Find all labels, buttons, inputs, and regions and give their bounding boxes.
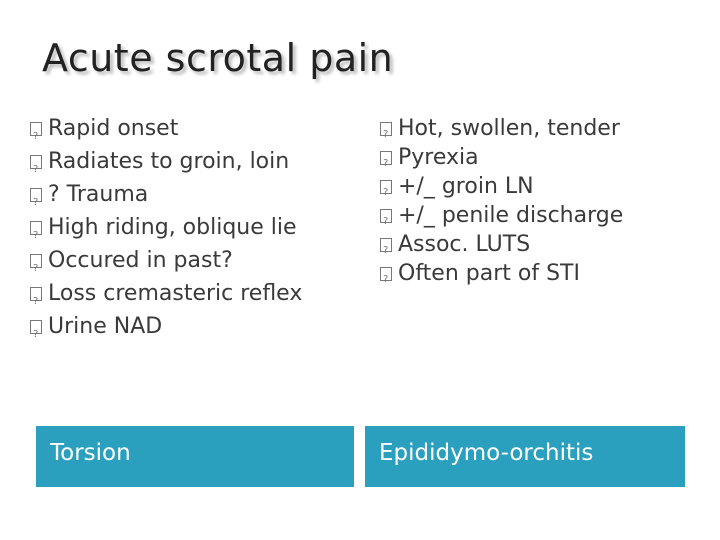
list-item-text: Loss cremasteric reflex bbox=[48, 281, 303, 306]
list-item bbox=[30, 112, 302, 145]
list-item bbox=[30, 277, 302, 310]
list-item bbox=[30, 244, 302, 277]
list-item bbox=[30, 310, 302, 343]
list-item bbox=[380, 143, 623, 172]
bullet-box-icon bbox=[30, 188, 42, 202]
bullet-box-icon bbox=[380, 151, 392, 165]
list-item-text: Occured in past? bbox=[48, 248, 233, 273]
list-item-text: +/_ groin LN bbox=[398, 174, 534, 199]
bullet-box-icon bbox=[30, 254, 42, 268]
list-item-text: Often part of STI bbox=[398, 261, 580, 286]
list-item bbox=[30, 211, 302, 244]
list-item-text: Pyrexia bbox=[398, 145, 479, 170]
list-item bbox=[380, 172, 623, 201]
bullet-box-icon bbox=[30, 287, 42, 301]
list-item bbox=[30, 178, 302, 211]
list-item bbox=[380, 230, 623, 259]
list-item bbox=[380, 259, 623, 288]
torsion-label-box: Torsion bbox=[36, 426, 354, 487]
torsion-features-list bbox=[30, 112, 302, 343]
list-item bbox=[380, 201, 623, 230]
epididymo-orchitis-label-box: Epididymo-orchitis bbox=[365, 426, 685, 487]
list-item-text: Assoc. LUTS bbox=[398, 232, 531, 257]
list-item bbox=[380, 114, 623, 143]
slide-title: Acute scrotal pain bbox=[42, 36, 394, 80]
list-item-text: Rapid onset bbox=[48, 116, 179, 141]
list-item-text: High riding, oblique lie bbox=[48, 215, 297, 240]
list-item-text: +/_ penile discharge bbox=[398, 203, 624, 228]
bullet-box-icon bbox=[30, 155, 42, 169]
bullet-box-icon bbox=[30, 221, 42, 235]
bullet-box-icon bbox=[30, 320, 42, 334]
list-item-text: Urine NAD bbox=[48, 314, 163, 339]
list-item-text: Hot, swollen, tender bbox=[398, 116, 620, 141]
bullet-box-icon bbox=[380, 209, 392, 223]
bullet-box-icon bbox=[30, 122, 42, 136]
bullet-box-icon bbox=[380, 238, 392, 252]
list-item-text: Radiates to groin, loin bbox=[48, 149, 290, 174]
bullet-box-icon bbox=[380, 267, 392, 281]
list-item bbox=[30, 145, 302, 178]
list-item-text: ? Trauma bbox=[48, 182, 149, 207]
bullet-box-icon bbox=[380, 122, 392, 136]
bullet-box-icon bbox=[380, 180, 392, 194]
epididymo-orchitis-features-list bbox=[380, 114, 623, 288]
